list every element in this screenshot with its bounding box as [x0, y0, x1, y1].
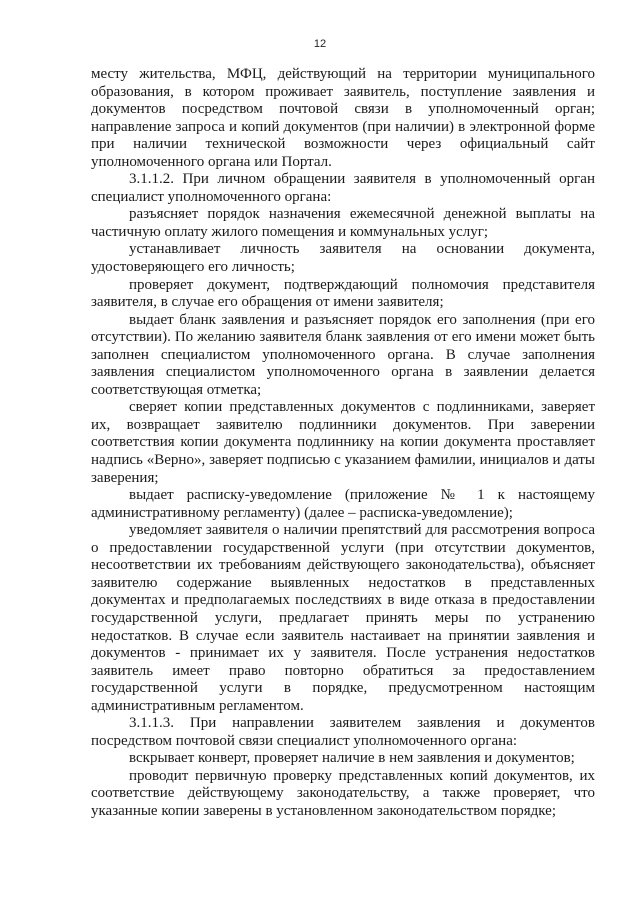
paragraph: проверяет документ, подтверждающий полномочия представителя заявителя, в случае его обращения от имени заявителя;	[91, 276, 595, 311]
paragraph: 3.1.1.3. При направлении заявителем заявления и документов посредством почтовой связи специалист уполномоченного органа:	[91, 715, 595, 749]
paragraph: разъясняет порядок назначения ежемесячной денежной выплаты на частичную оплату жилого помещения и коммунальных услуг;	[91, 206, 595, 240]
document-body	[91, 66, 595, 821]
paragraph: устанавливает личность заявителя на основании документа, удостоверяющего его личность;	[91, 241, 595, 276]
paragraph: выдает расписку-уведомление (приложение № 1 к настоящему административному регламенту) (далее – расписка-уведомление);	[91, 487, 595, 521]
paragraph: месту жительства, МФЦ, действующий на территории муниципального образования, в котором проживает заявитель, поступление заявления и документов посредством почтовой связи в уполномоченный орган; направление запроса и копий документов (при наличии) в электронной форме при наличии технической возможности через официальный сайт уполномоченного органа или Портал.	[91, 66, 595, 170]
paragraph: проводит первичную проверку представленных копий документов, их соответствие действующему законодательству, а также проверяет, что указанные копии заверены в установленном законодательством порядке;	[91, 767, 595, 819]
paragraph: вскрывает конверт, проверяет наличие в нем заявления и документов;	[129, 750, 575, 767]
paragraph: выдает бланк заявления и разъясняет порядок его заполнения (при его отсутствии). По желанию заявителя бланк заявления от его имени может быть заполнен специалистом уполномоченного органа. В случае заполнения заявления специалистом уполномоченного органа в заявлении делается соответствующая отметка;	[91, 311, 595, 398]
paragraph: уведомляет заявителя о наличии препятствий для рассмотрения вопроса о предоставлении государственной услуги (при отсутствии документов, несоответствии их требованиям действующего законодательства), объясняет заявителю содержание выявленных недостатков в представленных документах и предполагаемых последствиях в виде отказа в предоставлении государственной услуги, предлагает принять меры по устранению недостатков. В случае если заявитель настаивает на принятии заявления и документов - принимает их у заявителя. После устранения недостатков заявитель имеет право повторно обратиться за предоставлением государственной услуги в порядке, предусмотренном настоящим административным регламентом.	[91, 522, 595, 714]
paragraph: 3.1.1.2. При личном обращении заявителя в уполномоченный орган специалист уполномоченного органа:	[91, 171, 595, 205]
page-number: 12	[313, 38, 327, 50]
paragraph: сверяет копии представленных документов с подлинниками, заверяет их, возвращает заявителю подлинники документов. При заверении соответствия копии документа подлиннику на копии документа проставляет надпись «Верно», заверяет подписью с указанием фамилии, инициалов и даты заверения;	[91, 399, 595, 486]
